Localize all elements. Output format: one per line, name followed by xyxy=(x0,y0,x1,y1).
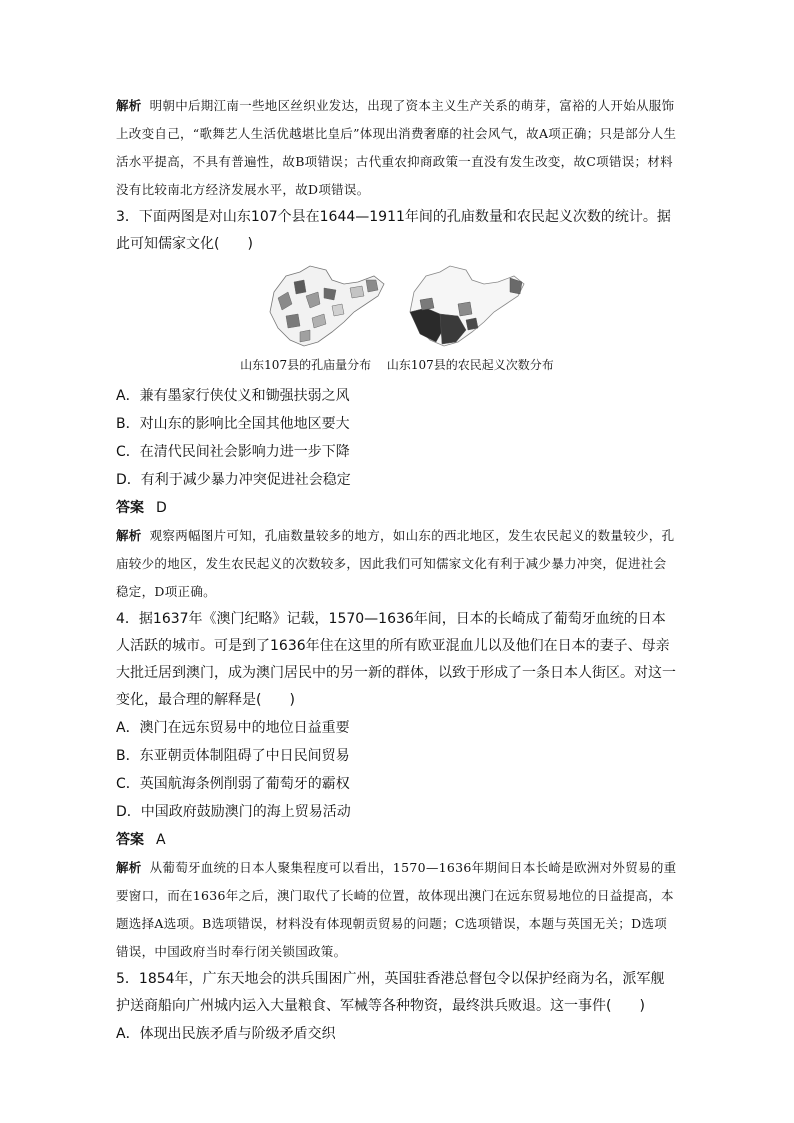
question-3-stem: 3．下面两图是对山东107个县在1644—1911年间的孔庙数量和农民起义次数的统计。据此可知儒家文化( ) xyxy=(116,209,671,252)
question-4-option-b: B．东亚朝贡体制阻碍了中日民间贸易 xyxy=(116,748,350,764)
answer-value: D xyxy=(156,500,167,516)
question-4-answer xyxy=(116,826,678,854)
q2-analysis xyxy=(116,92,678,204)
answer-label: 答案 xyxy=(116,832,144,848)
analysis-text: 观察两幅图片可知，孔庙数量较多的地方，如山东的西北地区，发生农民起义的数量较少，孔庙较少的地区，发生农民起义的次数较多，因此我们可知儒家文化有利于减少暴力冲突，促进社会稳定，D项正确。 xyxy=(116,528,675,599)
question-3-answer xyxy=(116,494,678,522)
question-3-figure-captions xyxy=(116,354,678,376)
caption-temple-map: 山东107县的孔庙量分布 xyxy=(240,358,372,372)
question-4-option-d: D．中国政府鼓励澳门的海上贸易活动 xyxy=(116,804,351,820)
question-5-stem: 5．1854年，广东天地会的洪兵围困广州，英国驻香港总督包令以保护经商为名，派军舰护送商船向广州城内运入大量粮食、军械等各种物资，最终洪兵败退。这一事件( ) xyxy=(116,971,665,1014)
analysis-label: 解析 xyxy=(116,98,142,113)
answer-label: 答案 xyxy=(116,500,144,516)
question-4-option-a: A．澳门在远东贸易中的地位日益重要 xyxy=(116,720,350,736)
question-4-option-c: C．英国航海条例削弱了葡萄牙的霸权 xyxy=(116,776,350,792)
answer-value: A xyxy=(156,832,166,848)
question-3-option-d: D．有利于减少暴力冲突促进社会稳定 xyxy=(116,472,351,488)
analysis-label: 解析 xyxy=(116,528,142,543)
analysis-text: 明朝中后期江南一些地区丝织业发达，出现了资本主义生产关系的萌芽，富裕的人开始从服饰上改变自己，“歌舞艺人生活优越堪比皇后”体现出消费奢靡的社会风气，故A项正确；只是部分人生活水平提高，不具有普遍性，故B项错误；古代重农抑商政策一直没有发生改变，故C项错误；材料没有比较南北方经济发展水平，故D项错误。 xyxy=(116,98,677,197)
question-3-option-b: B．对山东的影响比全国其他地区要大 xyxy=(116,416,350,432)
question-5-option-a: A．体现出民族矛盾与阶级矛盾交织 xyxy=(116,1026,336,1042)
analysis-label: 解析 xyxy=(116,860,142,875)
caption-uprising-map: 山东107县的农民起义次数分布 xyxy=(386,358,554,372)
shandong-temple-map xyxy=(266,262,390,348)
page-content xyxy=(116,92,678,1048)
question-3-option-a: A．兼有墨家行侠仗义和锄强扶弱之风 xyxy=(116,388,350,404)
question-4-analysis xyxy=(116,854,678,966)
question-3-figures xyxy=(116,262,678,350)
question-3-analysis xyxy=(116,522,678,606)
analysis-text: 从葡萄牙血统的日本人聚集程度可以看出，1570—1636年期间日本长崎是欧洲对外贸易的重要窗口，而在1636年之后，澳门取代了长崎的位置，故体现出澳门在远东贸易地位的日益提高，本题选择A选项。B选项错误，材料没有体现朝贡贸易的问题；C选项错误，本题与英国无关；D选项错误，中国政府当时奉行闭关锁国政策。 xyxy=(116,860,677,959)
question-4-stem: 4．据1637年《澳门纪略》记载，1570—1636年间，日本的长崎成了葡萄牙血统的日本人活跃的城市。可是到了1636年住在这里的所有欧亚混血儿以及他们在日本的妻子、母亲大批迁居到澳门，成为澳门居民中的另一新的群体，以致于形成了一条日本人街区。对这一变化，最合理的解释是( ) xyxy=(116,611,676,708)
shandong-uprising-map xyxy=(406,262,530,348)
question-3-option-c: C．在清代民间社会影响力进一步下降 xyxy=(116,444,350,460)
